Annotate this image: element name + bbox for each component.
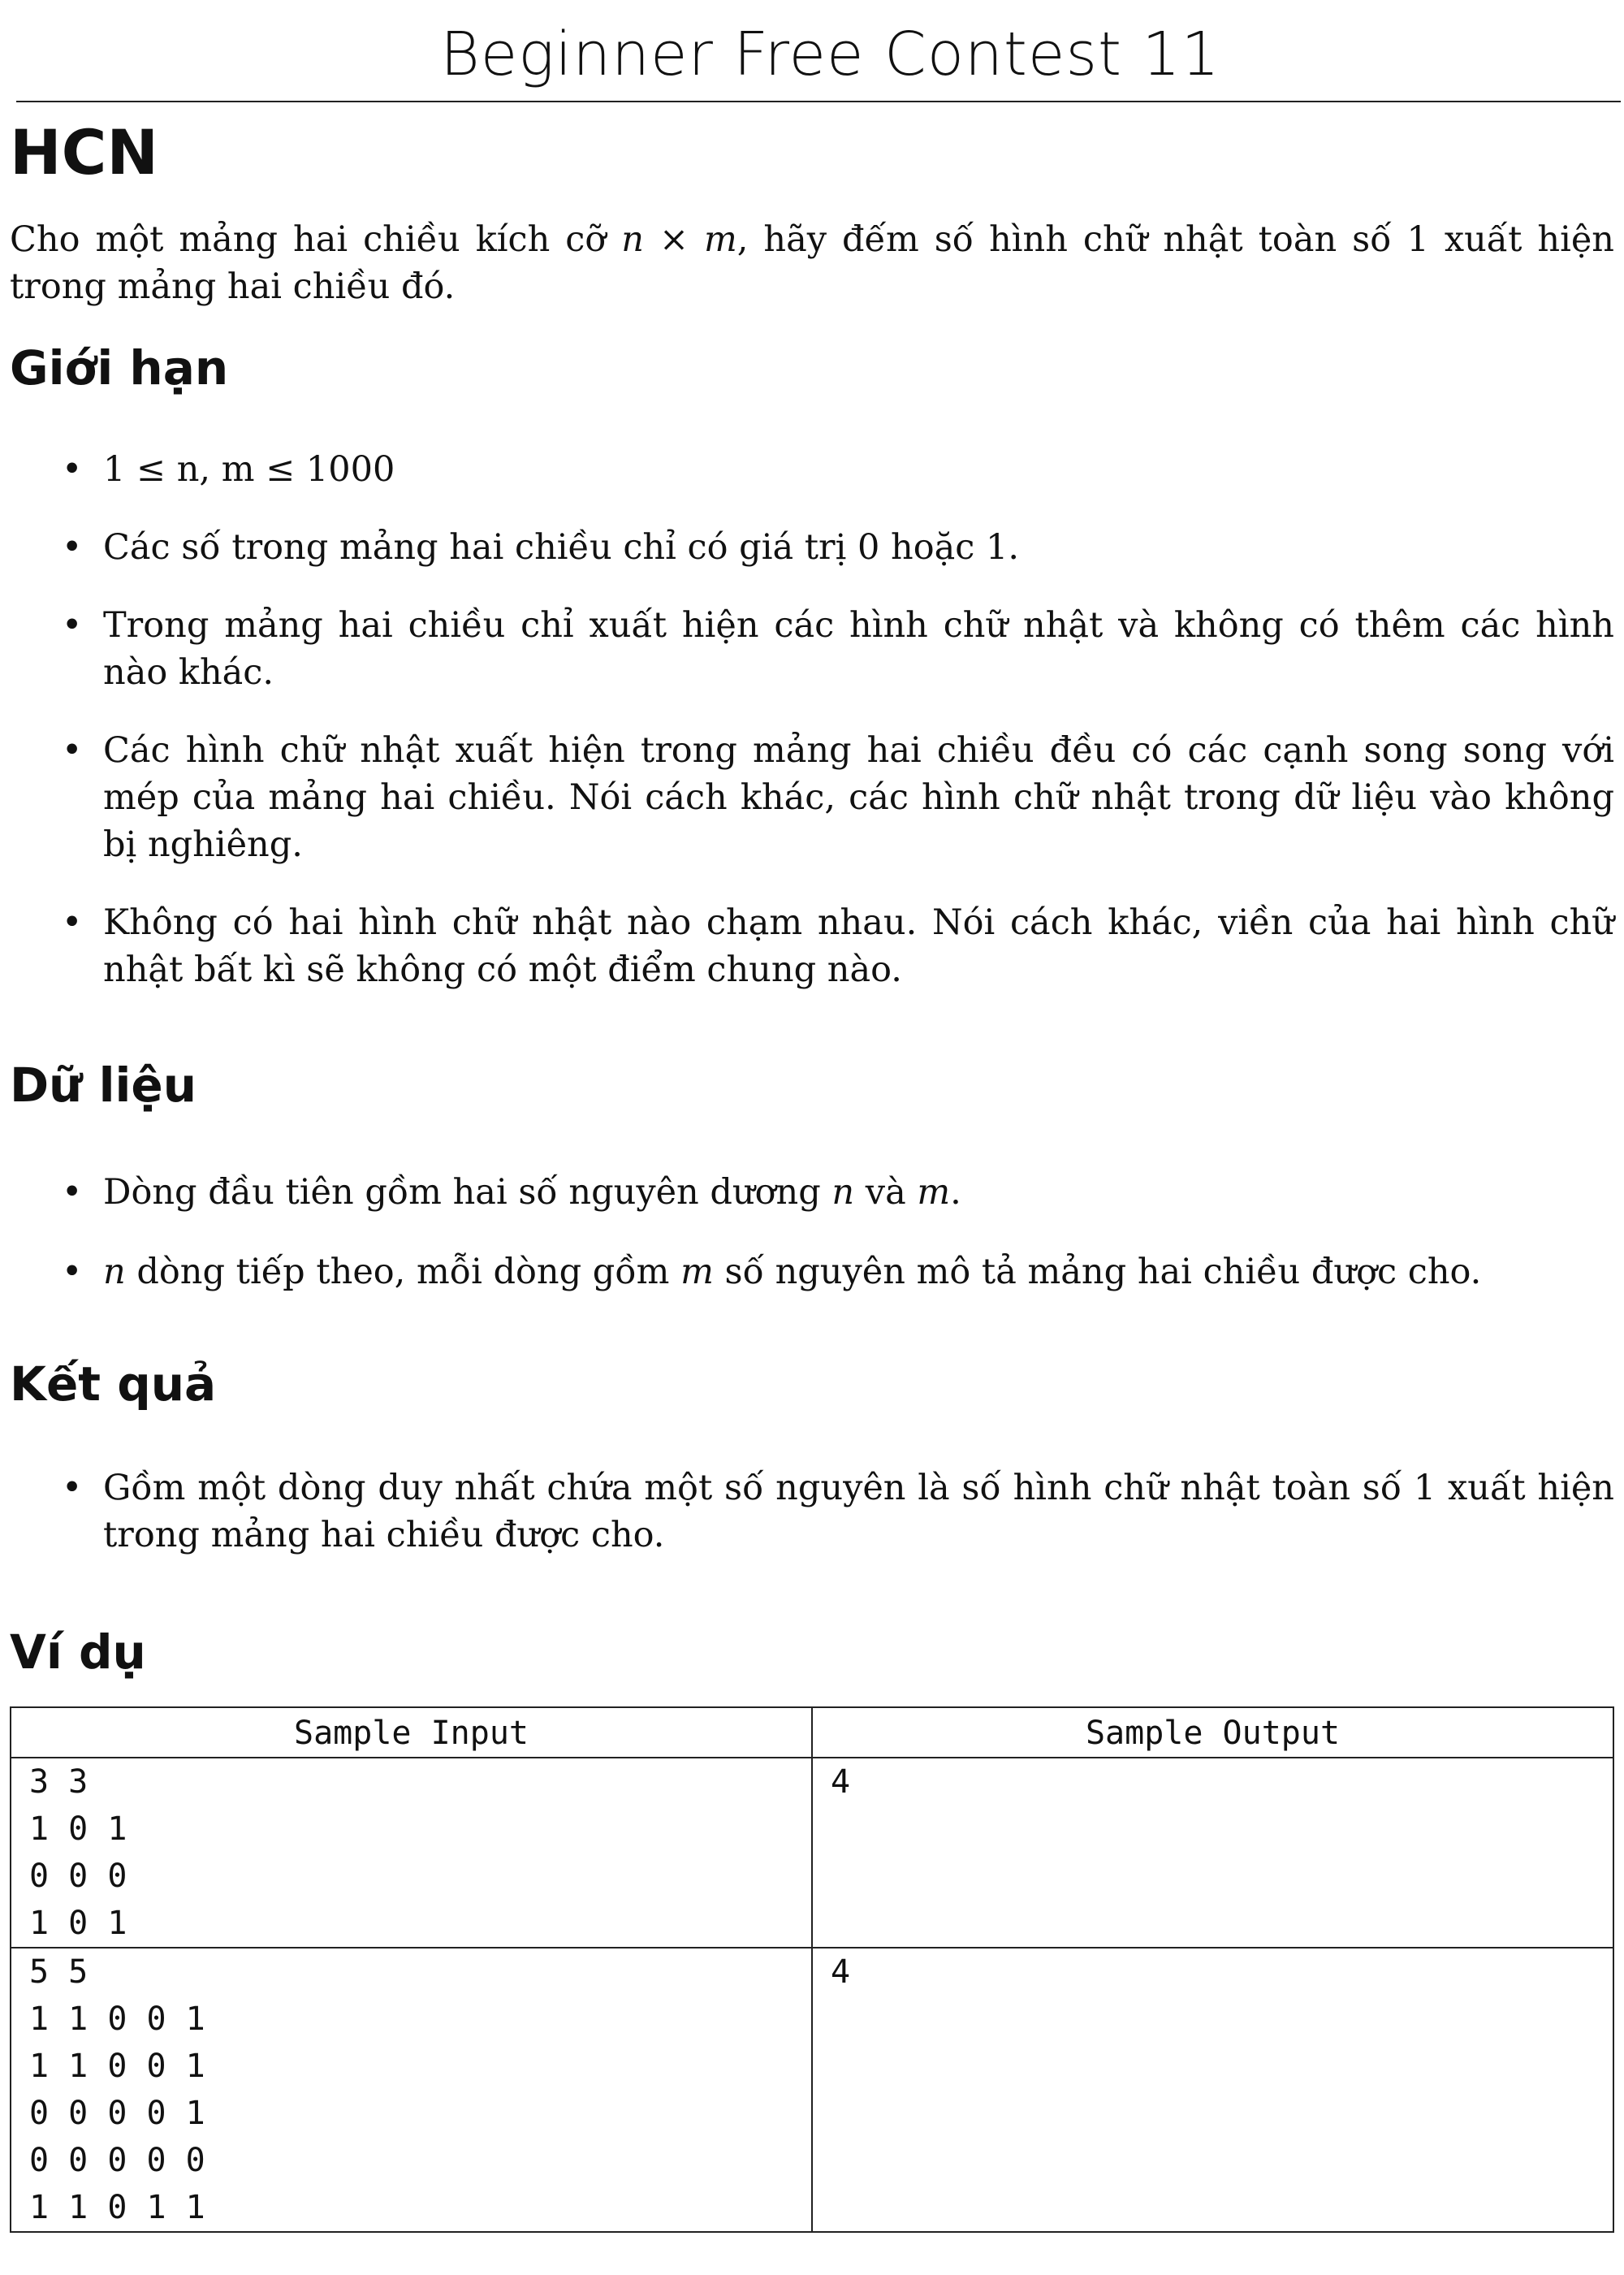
table-row — [11, 1948, 1613, 2232]
input-item-next-lines — [10, 1248, 1614, 1295]
sample-output-header: Sample Output — [812, 1707, 1613, 1758]
input-item2-m: m — [680, 1252, 714, 1293]
limit-item-rectangles-only: • Trong mảng hai chiều chỉ xuất hiện các hình chữ nhật và không có thêm các hình nào khác. — [10, 602, 1614, 696]
output-item: • Gồm một dòng duy nhất chứa một số nguyên là số hình chữ nhật toàn số 1 xuất hiện trong mảng hai chiều được cho. — [10, 1464, 1614, 1559]
statement-part1: Cho một mảng hai chiều kích cỡ — [10, 218, 622, 260]
examples-table — [10, 1706, 1614, 2233]
input-list — [10, 1169, 1614, 1295]
sample-input-cell: 5 5 1 1 0 0 1 1 1 0 0 1 0 0 0 0 1 0 0 0 0 0 1 1 0 1 1 — [11, 1948, 812, 2232]
input-item1-text: Dòng đầu tiên gồm hai số nguyên dương — [103, 1172, 832, 1213]
statement-math: n × m — [621, 218, 737, 260]
problem-statement — [10, 216, 1614, 310]
problem-page — [10, 0, 1614, 2233]
problem-code: HCN — [10, 116, 158, 188]
input-item2-text1: dòng tiếp theo, mỗi dòng gồm — [125, 1252, 681, 1293]
input-item1-and: và — [854, 1172, 918, 1213]
title-divider — [16, 101, 1621, 102]
contest-title: Beginner Free Contest 11 — [440, 19, 1220, 89]
limit-item-parallel-edges: • Các hình chữ nhật xuất hiện trong mảng hai chiều đều có các cạnh song song với mép của mảng hai chiều. Nói cách khác, các hình chữ nhật trong dữ liệu vào không bị nghiêng. — [10, 727, 1614, 868]
examples-heading: Ví dụ — [10, 1624, 146, 1680]
limit-item-no-touching: • Không có hai hình chữ nhật nào chạm nhau. Nói cách khác, viền của hai hình chữ nhật bất kì sẽ không có một điểm chung nào. — [10, 899, 1614, 993]
sample-output-cell: 4 — [812, 1758, 1613, 1948]
output-heading: Kết quả — [10, 1356, 217, 1412]
sample-input-header: Sample Input — [11, 1707, 812, 1758]
limit-item-values: • Các số trong mảng hai chiều chỉ có giá trị 0 hoặc 1. — [10, 524, 1614, 571]
input-item1-end: . — [950, 1172, 961, 1213]
limits-heading: Giới hạn — [10, 340, 229, 396]
input-item1-n: n — [831, 1172, 855, 1213]
limit-item-range: • 1 ≤ n, m ≤ 1000 — [10, 446, 1614, 493]
sample-output-cell: 4 — [812, 1948, 1613, 2232]
limits-list — [10, 446, 1614, 993]
input-item2-text2: số nguyên mô tả mảng hai chiều được cho. — [713, 1252, 1482, 1293]
input-item1-m: m — [917, 1172, 951, 1213]
sample-input-cell: 3 3 1 0 1 0 0 0 1 0 1 — [11, 1758, 812, 1948]
output-list — [10, 1464, 1614, 1559]
input-heading: Dữ liệu — [10, 1057, 197, 1114]
table-row — [11, 1758, 1613, 1948]
input-item-first-line — [10, 1169, 1614, 1216]
statement-part2: , hãy đếm số hình chữ nhật toàn số 1 xuất hiện trong mảng hai chiều đó. — [10, 218, 1614, 307]
examples-header-row — [11, 1707, 1613, 1758]
input-item2-n: n — [103, 1252, 126, 1293]
